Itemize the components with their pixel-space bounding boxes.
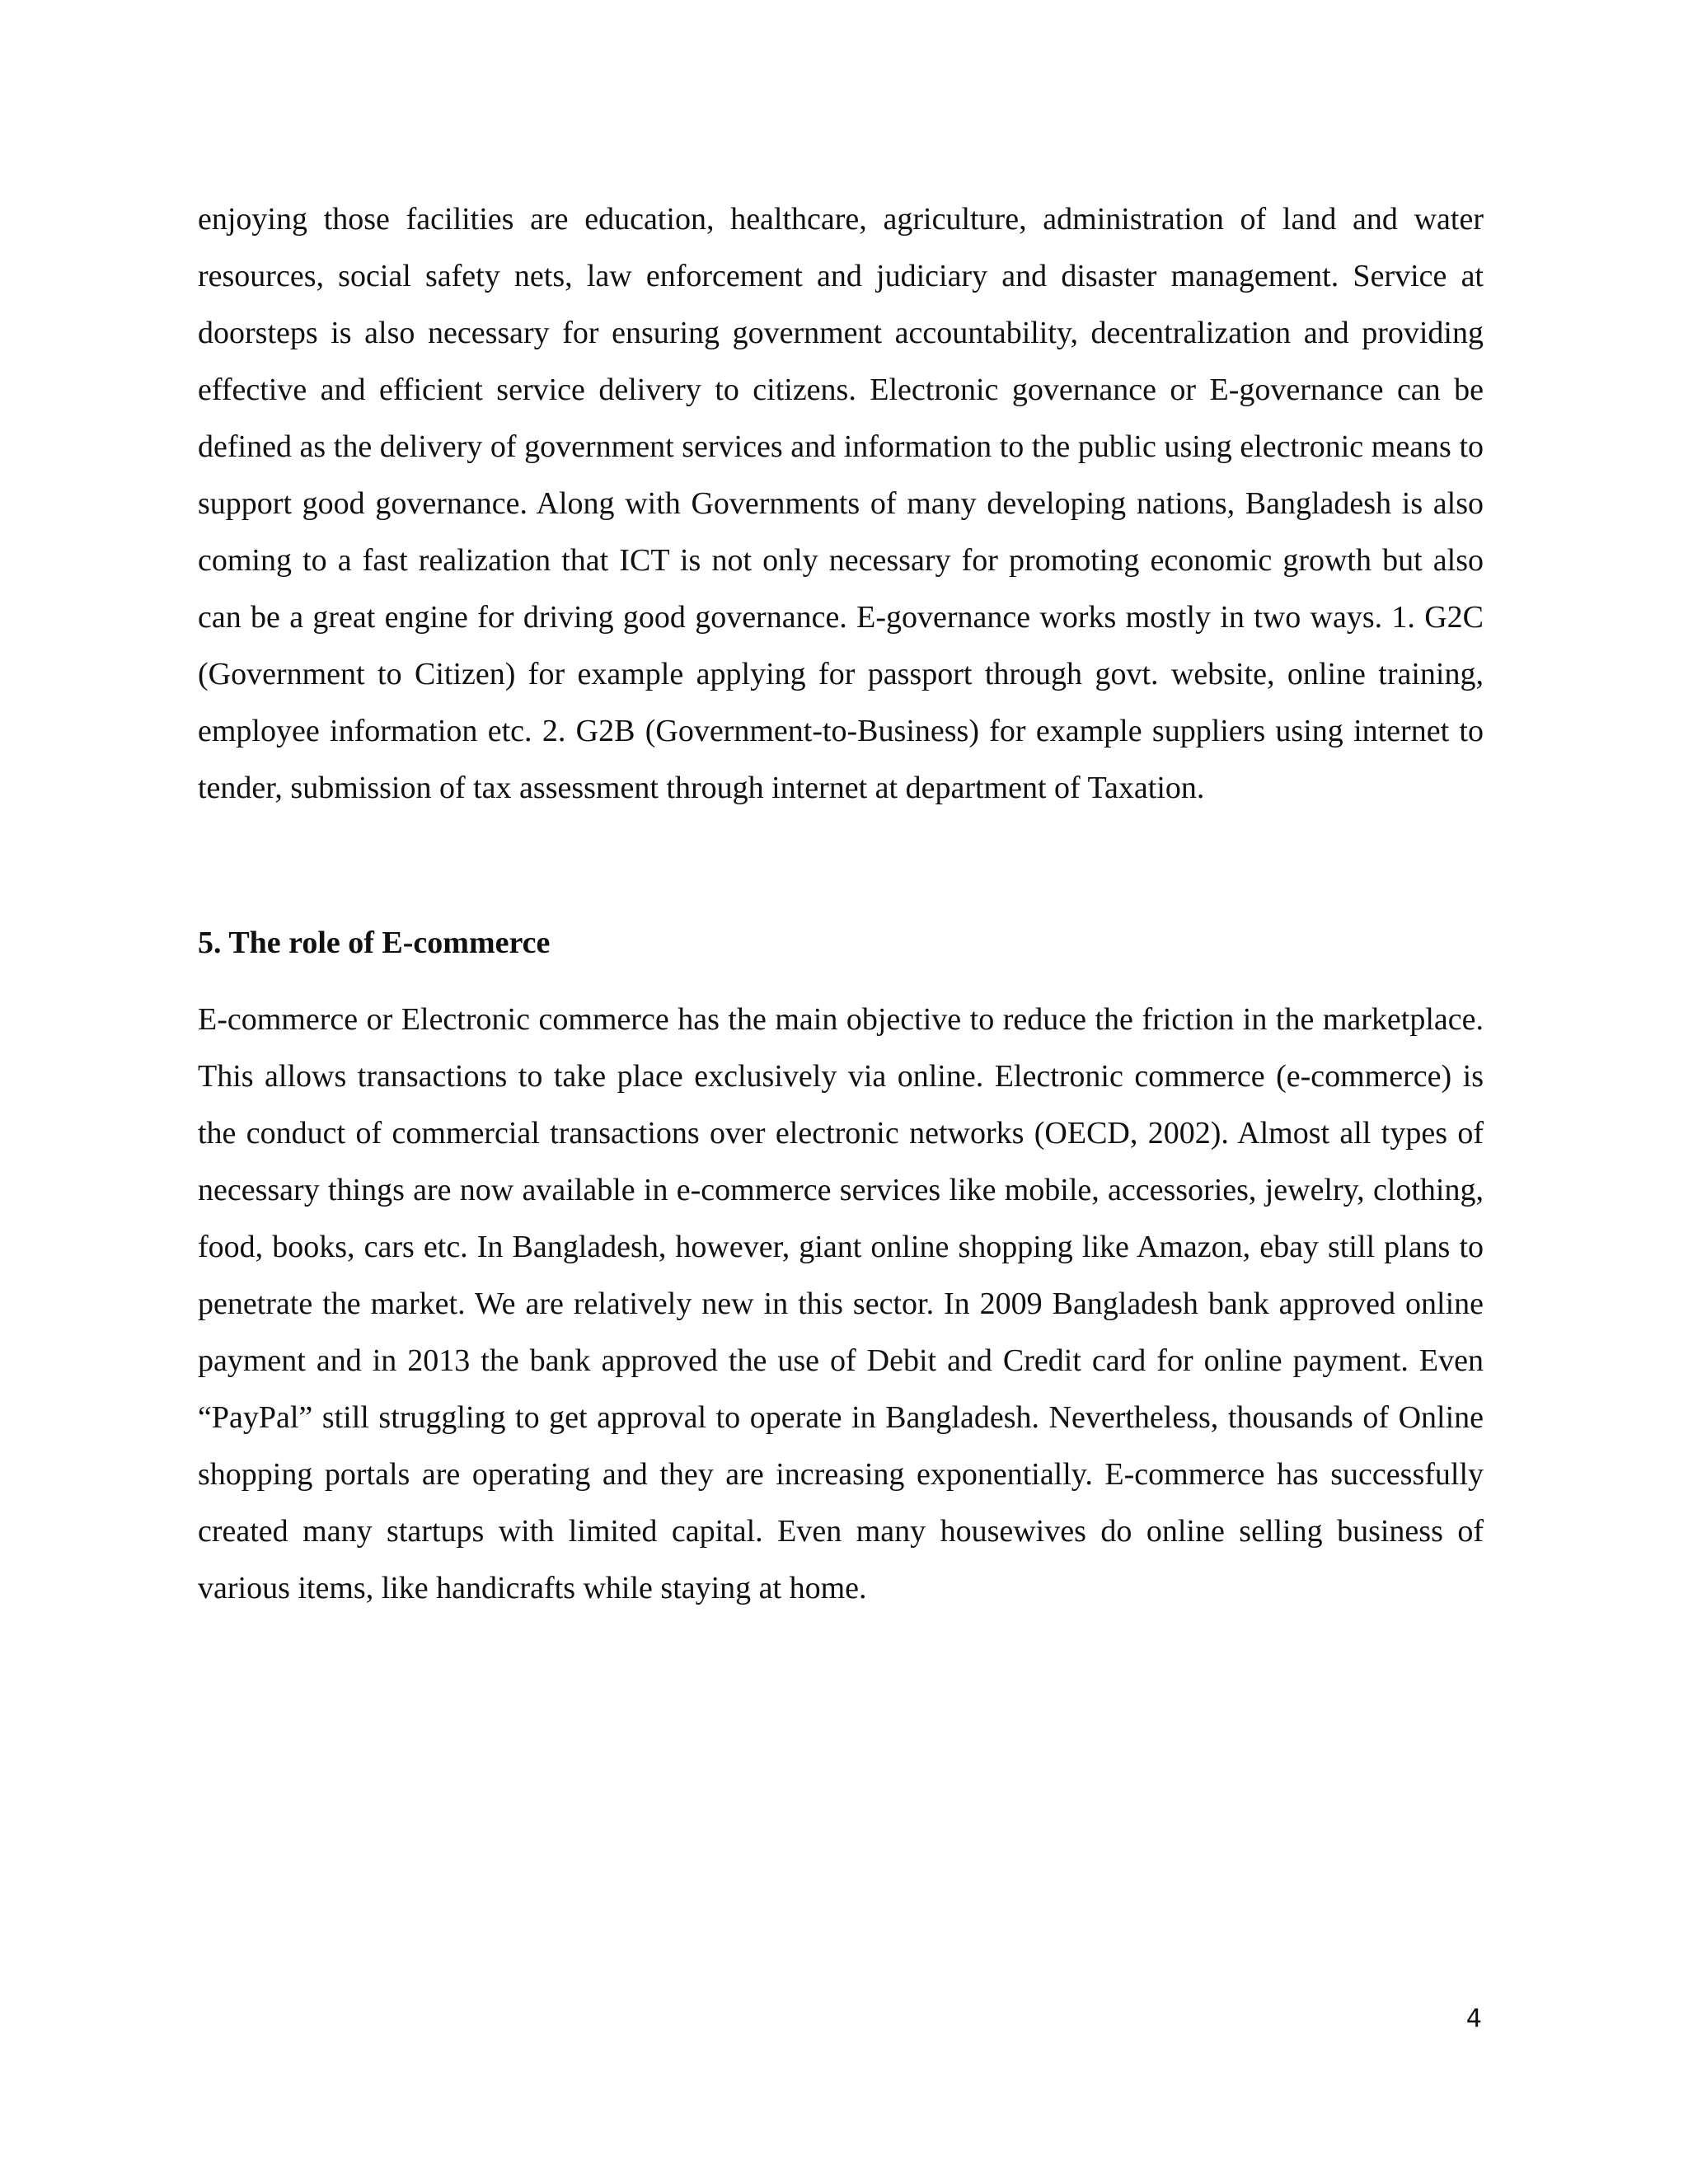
page-number: 4 — [1465, 2004, 1482, 2033]
page-content — [198, 191, 1484, 1617]
body-paragraph-egovernance: enjoying those facilities are education, healthcare, agriculture, administration of land and water resources, social safety nets, law enforcement and judiciary and disaster management. Service at doorsteps is also necessary for ensuring government accountability, decentralization and providing effective and efficient service delivery to citizens. Electronic governance or E-governance can be defined as the delivery of government services and information to the public using electronic means to support good governance. Along with Governments of many developing nations, Bangladesh is also coming to a fast realization that ICT is not only necessary for promoting economic growth but also can be a great engine for driving good governance. E-governance works mostly in two ways. 1. G2C (Government to Citizen) for example applying for passport through govt. website, online training, employee information etc. 2. G2B (Government-to-Business) for example suppliers using internet to tender, submission of tax assessment through internet at department of Taxation. — [198, 202, 1484, 805]
body-paragraph-ecommerce: E-commerce or Electronic commerce has the main objective to reduce the friction in the marketplace. This allows transactions to take place exclusively via online. Electronic commerce (e-commerce) is the conduct of commercial transactions over electronic networks (OECD, 2002). Almost all types of necessary things are now available in e-commerce services like mobile, accessories, jewelry, clothing, food, books, cars etc. In Bangladesh, however, giant online shopping like Amazon, ebay still plans to penetrate the market. We are relatively new in this sector. In 2009 Bangladesh bank approved online payment and in 2013 the bank approved the use of Debit and Credit card for online payment. Even “PayPal” still struggling to get approval to operate in Bangladesh. Nevertheless, thousands of Online shopping portals are operating and they are increasing exponentially. E-commerce has successfully created many startups with limited capital. Even many housewives do online selling business of various items, like handicrafts while staying at home. — [198, 1002, 1484, 1605]
section-heading: 5. The role of E-commerce — [198, 926, 551, 960]
